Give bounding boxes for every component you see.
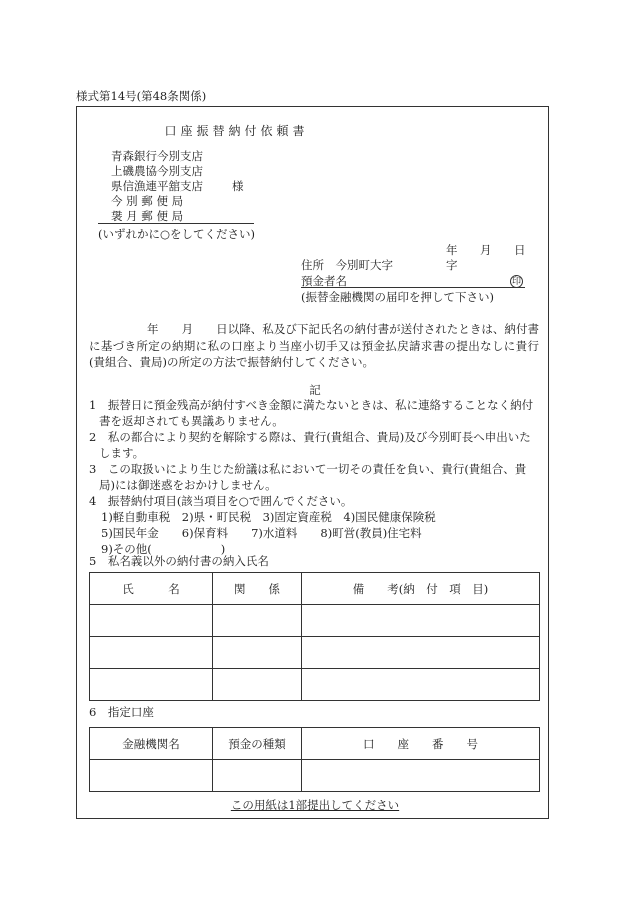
- designated-account-table: [89, 727, 540, 792]
- header-deposit-type: 預金の種類: [213, 728, 302, 760]
- table-header-row: [90, 573, 540, 605]
- item-6-heading: 6 指定口座: [89, 705, 154, 719]
- table-header-row: [90, 728, 540, 760]
- ki-heading: 記: [309, 383, 321, 397]
- sama-label: 様: [232, 179, 244, 193]
- name-cell[interactable]: [90, 669, 213, 701]
- table-row: [90, 760, 540, 792]
- item-1: [89, 397, 541, 429]
- table-row: [90, 637, 540, 669]
- table-row: [90, 669, 540, 701]
- tax-row-3: 9)その他( ): [101, 542, 226, 556]
- addressee-underline: [98, 223, 254, 224]
- seal-mark: 印: [511, 277, 521, 287]
- item-2: [89, 429, 541, 461]
- depositor-name-line: [301, 287, 525, 288]
- remarks-cell[interactable]: [302, 669, 540, 701]
- item-3-text: 3 この取扱いにより生じた紛議は私において一切その責任を負い、貴行(貴組合、貴局)には御迷惑をおかけしません。: [89, 462, 527, 492]
- item-3: [89, 461, 541, 493]
- header-institution: 金融機関名: [90, 728, 213, 760]
- name-cell[interactable]: [90, 637, 213, 669]
- header-remarks: 備 考(納 付 項 目): [302, 573, 540, 605]
- seal-note: (振替金融機関の届印を押して下さい): [301, 290, 494, 304]
- institution-cell[interactable]: [90, 760, 213, 792]
- item-5-heading: 5 私名義以外の納付書の納入氏名: [89, 554, 269, 568]
- relation-cell[interactable]: [213, 669, 302, 701]
- depositor-name-label: 預金者名: [301, 274, 347, 288]
- payer-names-table: [89, 572, 540, 701]
- name-cell[interactable]: [90, 605, 213, 637]
- footer-note: [0, 797, 630, 813]
- date-month-label: 月: [480, 243, 492, 257]
- header-name: 氏 名: [90, 573, 213, 605]
- tax-row-2: 5)国民年金 6)保育料 7)水道料 8)町営(教員)住宅料: [101, 526, 422, 540]
- relation-cell[interactable]: [213, 637, 302, 669]
- deposit-type-cell[interactable]: [213, 760, 302, 792]
- date-day-label: 日: [514, 243, 526, 257]
- remarks-cell[interactable]: [302, 637, 540, 669]
- addressee-2: 上磯農協今別支店: [111, 164, 203, 178]
- form-number-label: 様式第14号(第48条関係): [76, 89, 207, 103]
- item-4-text: 4 振替納付項目(該当項目を○で囲んでください。: [89, 494, 353, 508]
- addressee-5: 袰 月 郵 便 局: [111, 209, 184, 223]
- addressee-3: 県信漁連平舘支店: [111, 179, 203, 193]
- address-label: 住所 今別町大字: [301, 258, 393, 272]
- request-paragraph: 年 月 日以降、私及び下記氏名の納付書が送付されたときは、納付書に基づき所定の納期に私の口座より当座小切手又は預金払戻請求書の提出なしに貴行(貴組合、貴局)の所定の方法で振替納付してください。: [89, 322, 539, 369]
- header-account-number: 口 座 番 号: [302, 728, 540, 760]
- aza-label: 字: [446, 258, 458, 272]
- addressee-1: 青森銀行今別支店: [111, 149, 203, 163]
- item-2-text: 2 私の都合により契約を解除する際は、貴行(貴組合、貴局)及び今別町長へ申出いたします。: [89, 430, 531, 460]
- relation-cell[interactable]: [213, 605, 302, 637]
- item-1-text: 1 振替日に預金残高が納付すべき金額に満たないときは、私に連絡することなく納付書を返却されても異議ありません。: [89, 398, 534, 428]
- account-number-cell[interactable]: [302, 760, 540, 792]
- tax-row-1: 1)軽自動車税 2)県・町民税 3)固定資産税 4)国民健康保険税: [101, 510, 436, 524]
- footer-text: この用紙は1部提出してください: [230, 798, 400, 812]
- header-relation: 関 係: [213, 573, 302, 605]
- table-row: [90, 605, 540, 637]
- date-year-label: 年: [446, 243, 458, 257]
- form-title: 口座振替納付依頼書: [164, 124, 309, 138]
- choose-note: (いずれかに○をしてください): [98, 227, 256, 241]
- addressee-4: 今 別 郵 便 局: [111, 194, 184, 208]
- item-4: [89, 493, 541, 509]
- remarks-cell[interactable]: [302, 605, 540, 637]
